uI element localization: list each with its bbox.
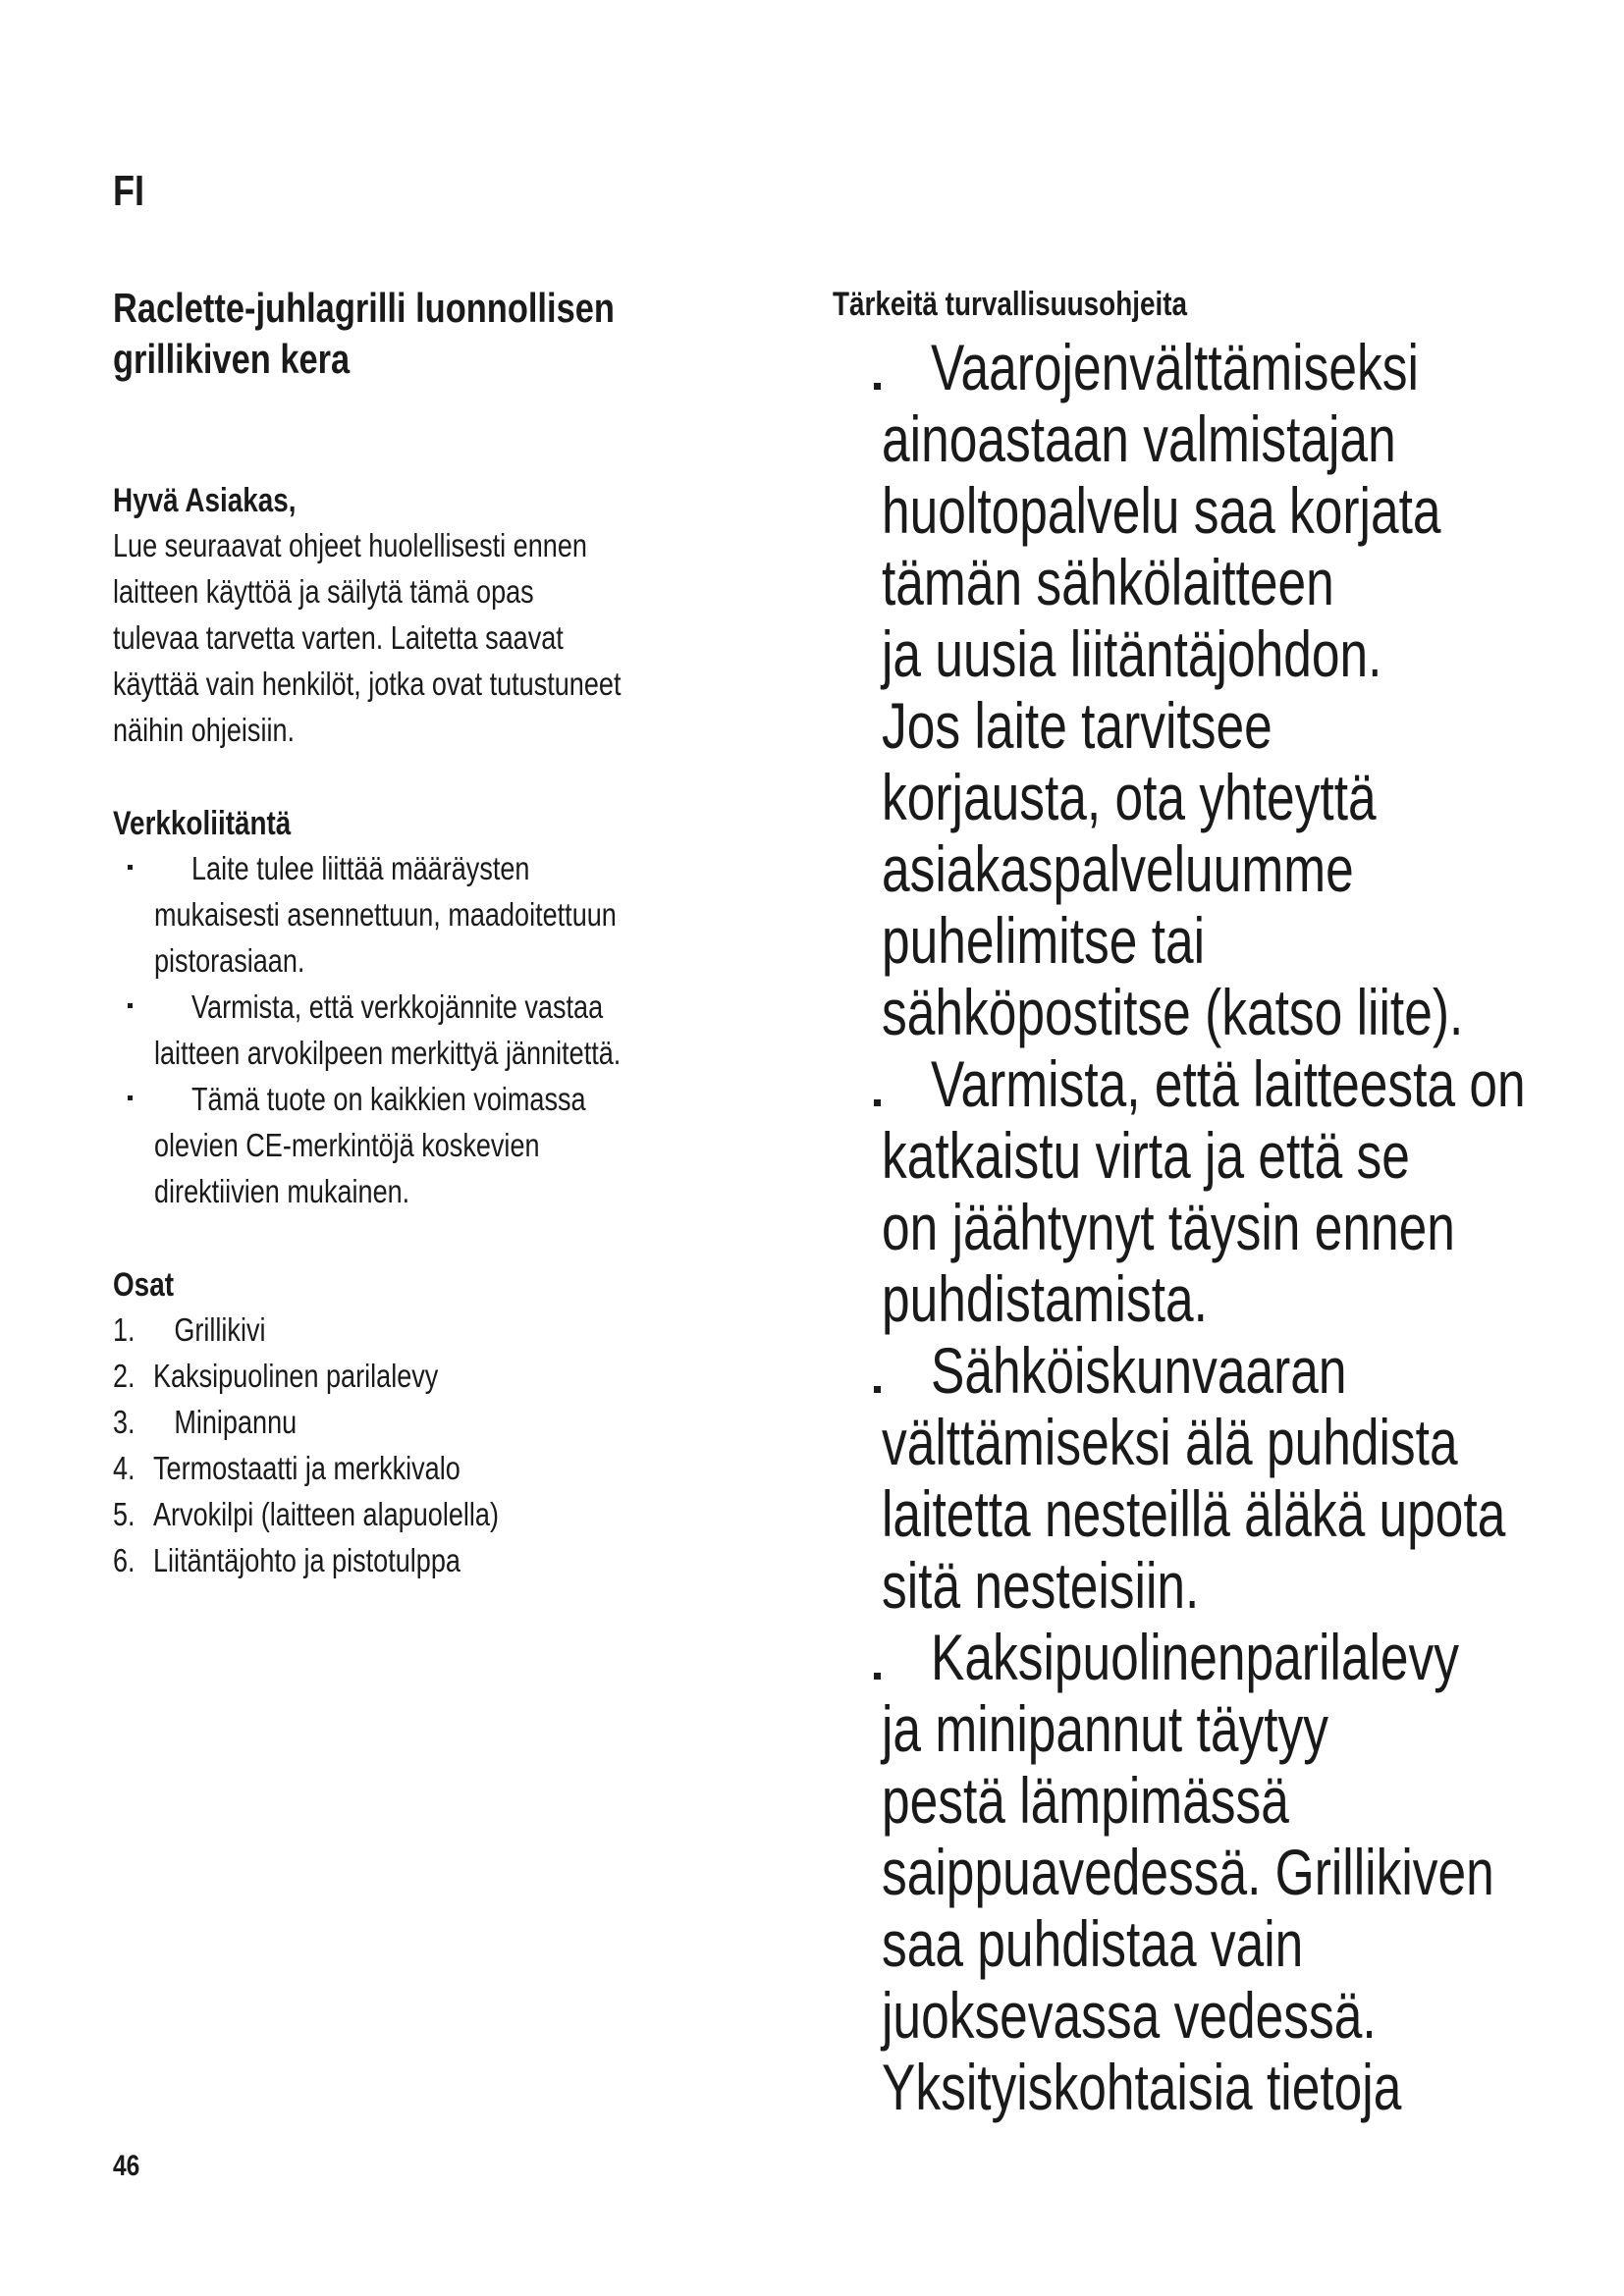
parts-text: Minipannu [174, 1404, 298, 1440]
safety-bullet-item [833, 1335, 1598, 1622]
greeting-line: käyttää vain henkilöt, jotka ovat tutustuneet [113, 666, 622, 702]
safety-text: pestä lämpimässä [882, 1764, 1289, 1837]
safety-text: asiakaspalveluumme [882, 832, 1354, 905]
bullet-icon [128, 1003, 133, 1008]
safety-text: laitetta nesteillä äläkä upota [882, 1477, 1506, 1550]
safety-text: korjausta, ota yhteyttä [882, 761, 1377, 833]
document-title-line-1: Raclette-juhlagrilli luonnollisen [113, 285, 615, 331]
safety-text: välttämiseksi älä puhdista [882, 1406, 1458, 1478]
parts-text: Arvokilpi (laitteen alapuolella) [153, 1496, 499, 1532]
bullet-text: direktiivien mukainen. [154, 1173, 410, 1209]
bullet-icon [128, 1095, 133, 1100]
document-title-line-2: grillikiven kera [113, 336, 351, 382]
bullet-text: pistorasiaan. [154, 942, 305, 979]
network-bullet-item [113, 1076, 800, 1214]
greeting-line: tulevaa tarvetta varten. Laitetta saavat [113, 619, 564, 656]
network-bullet-item [113, 984, 800, 1076]
parts-list-item [113, 1491, 677, 1537]
safety-text: Yksityiskohtaisia tietoja [882, 2051, 1402, 2123]
parts-number: 3. [113, 1404, 135, 1440]
safety-text: saippuavedessä. Grillikiven [882, 1836, 1494, 1908]
bullet-icon [874, 383, 881, 390]
bullet-text: mukaisesti asennettuun, maadoitettuun [154, 896, 617, 933]
bullet-text: olevien CE-merkintöjä koskevien [154, 1127, 540, 1163]
safety-text: tämän sähkölaitteen [882, 546, 1334, 618]
right-column [833, 283, 1598, 2123]
safety-bullet-item [833, 1622, 1598, 2123]
safety-text: ainoastaan valmistajan [882, 402, 1396, 475]
greeting-line: laitteen käyttöä ja säilytä tämä opas [113, 573, 534, 610]
parts-heading: Osat [113, 1266, 174, 1304]
bullet-text: laitteen arvokilpeen merkittyä jännitettä. [154, 1035, 622, 1071]
safety-text: Sähköiskunvaaran [931, 1334, 1347, 1407]
parts-number: 2. [113, 1358, 135, 1394]
greeting-line: Lue seuraavat ohjeet huolellisesti ennen [113, 527, 587, 563]
safety-text: huoltopalvelu saa korjata [882, 474, 1441, 547]
parts-text: Kaksipuolinen parilalevy [153, 1358, 439, 1394]
parts-number: 6. [113, 1542, 135, 1578]
bullet-icon [128, 865, 133, 870]
bullet-text: Varmista, että verkkojännite vastaa [191, 988, 604, 1025]
safety-text: saa puhdistaa vain [882, 1907, 1304, 1980]
bullet-icon [874, 1673, 881, 1680]
left-column [113, 283, 800, 1583]
safety-bullet-item [833, 1048, 1598, 1335]
parts-list-item [113, 1445, 677, 1491]
safety-text: sähköpostitse (katso liite). [882, 976, 1464, 1048]
bullet-text: Tämä tuote on kaikkien voimassa [191, 1081, 586, 1117]
safety-text: juoksevassa vedessä. [882, 1979, 1377, 2052]
safety-heading: Tärkeitä turvallisuusohjeita [833, 286, 1188, 323]
safety-text: sitä nesteisiin. [882, 1549, 1200, 1622]
parts-list-item [113, 1399, 677, 1445]
safety-text: Kaksipuolinenparilalevy [931, 1621, 1460, 1693]
page-number: 46 [113, 2150, 140, 2182]
network-heading: Verkkoliitäntä [113, 805, 292, 842]
safety-text: Jos laite tarvitsee [882, 689, 1272, 762]
parts-list-item [113, 1537, 677, 1583]
network-bullet-item [113, 845, 800, 984]
parts-list-item [113, 1307, 677, 1353]
safety-text: ja uusia liitäntäjohdon. [882, 617, 1382, 690]
parts-text: Termostaatti ja merkkivalo [153, 1450, 460, 1486]
parts-number: 5. [113, 1496, 135, 1532]
parts-number: 4. [113, 1450, 135, 1486]
bullet-icon [874, 1386, 881, 1393]
safety-text: Varmista, että laitteesta on [931, 1047, 1526, 1120]
safety-text: Vaarojenvälttämiseksi [931, 331, 1419, 403]
parts-list-item [113, 1353, 677, 1399]
greeting-line: näihin ohjeisiin. [113, 712, 296, 748]
safety-text: puhdistamista. [882, 1262, 1208, 1335]
safety-text: on jäähtynyt täysin ennen [882, 1191, 1455, 1263]
safety-bullet-item [833, 332, 1598, 1048]
bullet-text: Laite tulee liittää määräysten [191, 850, 530, 886]
safety-text: puhelimitse tai [882, 904, 1206, 977]
parts-number: 1. [113, 1311, 135, 1348]
safety-text: katkaistu virta ja että se [882, 1119, 1410, 1192]
parts-text: Liitäntäjohto ja pistotulppa [153, 1542, 460, 1578]
safety-text: ja minipannut täytyy [882, 1692, 1328, 1765]
greeting-heading: Hyvä Asiakas, [113, 482, 297, 519]
parts-text: Grillikivi [174, 1311, 266, 1348]
bullet-icon [874, 1099, 881, 1106]
language-label: FI [113, 167, 145, 215]
